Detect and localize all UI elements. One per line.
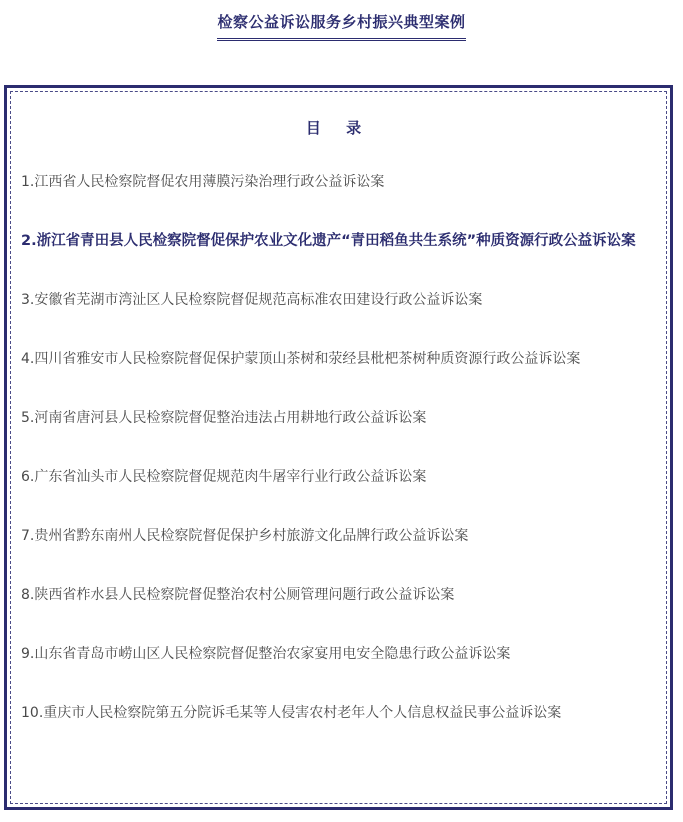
toc-item-8[interactable]: 8.陕西省柞水县人民检察院督促整治农村公厕管理问题行政公益诉讼案 <box>21 587 455 603</box>
toc-item-10[interactable]: 10.重庆市人民检察院第五分院诉毛某等人侵害农村老年人个人信息权益民事公益诉讼案 <box>21 705 562 721</box>
toc-item-7[interactable]: 7.贵州省黔东南州人民检察院督促保护乡村旅游文化品牌行政公益诉讼案 <box>21 528 469 544</box>
toc-item-4[interactable]: 4.四川省雅安市人民检察院督促保护蒙顶山茶树和荥经县枇杷茶树种质资源行政公益诉讼案 <box>21 351 581 367</box>
toc-item-3[interactable]: 3.安徽省芜湖市湾沚区人民检察院督促规范高标准农田建设行政公益诉讼案 <box>21 292 483 308</box>
toc-item-1[interactable]: 1.江西省人民检察院督促农用薄膜污染治理行政公益诉讼案 <box>21 174 385 190</box>
toc-frame <box>4 85 673 810</box>
page-header <box>0 0 683 41</box>
toc-item-6[interactable]: 6.广东省汕头市人民检察院督促规范肉牛屠宰行业行政公益诉讼案 <box>21 469 427 485</box>
toc-list <box>21 164 660 731</box>
toc-title: 目 录 <box>305 119 372 137</box>
toc-frame-inner <box>10 91 667 804</box>
page-title: 检察公益诉讼服务乡村振兴典型案例 <box>217 12 465 41</box>
toc-item-5[interactable]: 5.河南省唐河县人民检察院督促整治违法占用耕地行政公益诉讼案 <box>21 410 427 426</box>
toc-item-2[interactable]: 2.浙江省青田县人民检察院督促保护农业文化遗产“青田稻鱼共生系统”种质资源行政公益诉讼案 <box>21 233 636 249</box>
toc-item-9[interactable]: 9.山东省青岛市崂山区人民检察院督促整治农家宴用电安全隐患行政公益诉讼案 <box>21 646 511 662</box>
